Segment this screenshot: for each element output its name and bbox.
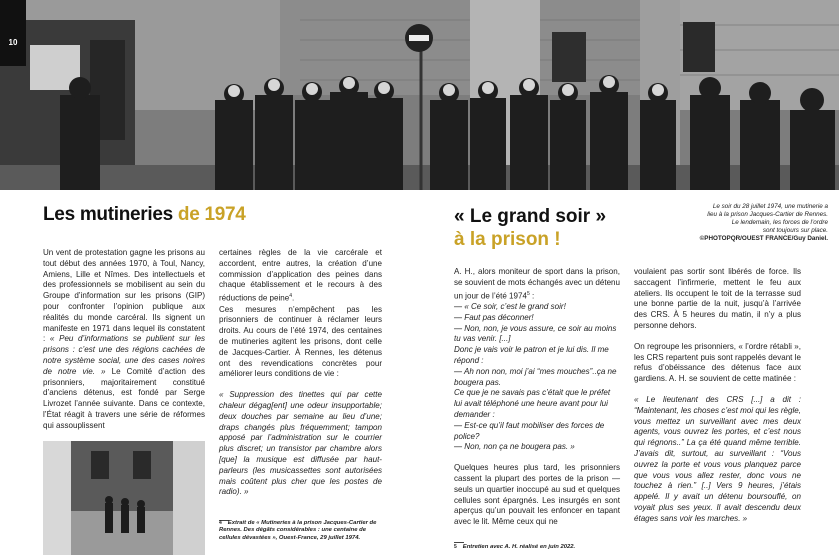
left-col1-text-b: Le Comité d’action des prisonniers, majoritairement constitué d’anciens détenus, est fondé par Serge Livrozet l’année suivante. Dans ce contexte, l’État réagit à travers une série de réformes qui assouplissent [43, 366, 205, 430]
dialogue-line: — Est-ce qu’il faut mobiliser des forces de police? [454, 420, 605, 441]
right-col4-paragraph-1: voulaient pas sortir sont libérés de force. Ils saccagent l’infirmerie, mettent le feu aux ateliers. Ils occupent le toit de la terrasse sud une bonne partie de la nuit, jusqu’à l’arrivée des CRS. À 5 heures du matin, il n’y a plus personne dehors. [634, 267, 801, 330]
photo-credit: ©PHOTOPQR/OUEST FRANCE/Guy Daniel. [699, 235, 828, 242]
footnote-5 [454, 544, 620, 551]
photo-caption [640, 203, 828, 243]
dialogue-line: Ce que je ne savais pas c’était que le préfet lui avait téléphoné une heure avant pour lui demander : [454, 388, 611, 420]
dialogue-line: — « Ce soir, c’est le grand soir! [454, 302, 566, 312]
right-title-line-1: « Le grand soir » [454, 206, 607, 227]
right-col3-intro-end: : [529, 291, 535, 301]
footnote-4 [219, 520, 382, 542]
prison-courtyard-scene [43, 441, 205, 555]
left-article-title [43, 204, 246, 226]
caption-line: lieu à la prison Jacques-Cartier de Rennes. [707, 211, 828, 218]
left-col2-paragraph-1 [219, 248, 382, 305]
dialogue-line: — Faut pas déconner! [454, 312, 534, 322]
footnote-number: 4 [219, 520, 222, 526]
left-col2-text-1-end: . [292, 293, 295, 303]
footnote-rule [454, 542, 464, 543]
page-number: 10 [8, 38, 18, 47]
right-col3-intro-text: A. H., alors moniteur de sport dans la prison, se souvient de mots échangés avec un détenu un jour de l’été 1974 [454, 267, 620, 301]
right-column-1 [454, 267, 620, 528]
right-article-title [454, 205, 606, 251]
left-col1-paragraph [43, 248, 205, 432]
footnote-ref-4: 4 [289, 293, 293, 300]
left-title-accent: de 1974 [177, 204, 246, 225]
crs-quote: « Le lieutenant des CRS [...] a dit : “Maintenant, les choses c’est moi qui les règle, vous mettez un surveillant avec mes deux agents, vous ouvrez les portes, et c’est nous qui régnons..” La ça été quand même terrible. J’avais dit, surtout, au surveillant : “Vous ouvrez la porte et vous vous planquez parce que vous vous allez rester, donc vous ne touchez à rien.” [..] Vers 9 heures, j’étais appelé. Il y avait un détenu boursouflé, on voyait plus ses yeux. Il avait descendu deux étages sans voir les marches. » [634, 394, 801, 523]
footnote-number: 5 [454, 544, 457, 550]
top-photograph [0, 0, 839, 190]
left-title-main: Les mutineries [43, 204, 173, 225]
dialogue-line: — Non, non, je vous assure, ce soir au moins tu vas venir. [...] [454, 323, 617, 344]
right-title-line-2: à la prison ! [454, 229, 561, 250]
left-column-1 [43, 248, 205, 432]
footnote-text: Extrait de « Mutineries à la prison Jacques-Cartier de Rennes. Des dégâts considérables : une centaine de cellules dévastées », Ouest-France, 29 juillet 1974. [219, 520, 377, 541]
dialogue-quote [454, 302, 620, 453]
footnote-ref-5: 5 [526, 290, 530, 297]
right-column-2 [634, 267, 801, 525]
page-number-tab [0, 0, 26, 66]
footnote-text: Entretien avec A. H. réalisé en juin 2022. [462, 544, 576, 550]
left-col2-paragraph-2: Ces mesures n’empêchent pas les prisonniers de continuer à réclamer leurs droits. Au cours de l’été 1974, des centaines de mutineries agitent les prisons, dont celle de Jacques-Cartier. À Rennes, les détenus ont des revendications concrètes pour améliorer leurs conditions de vie : [219, 304, 382, 379]
right-col3-paragraph-2: Quelques heures plus tard, les prisonniers cassent la plupart des portes de la prison — seuls un quartier inoccupé au sud et quelques cellules sont épargnés. Les insurgés en sont aperçus qu’un pouvait les enfoncer en tapant avec le lit. Même ceux qui ne [454, 463, 620, 527]
right-col3-intro [454, 267, 620, 302]
riot-police-scene [0, 0, 839, 190]
demands-quote: « Suppression des tinettes qui par cette chaleur dégag[ent] une odeur insupportable; deux douches par semaine au lieu d’une; draps changés plus fréquemment; tampon apposé par l’administration sur le courrier plus discret; un transistor par chambre alors [que] la musique est diffusée par haut-parleurs (les musicassettes sont autorisées mais coûtent plus cher que les postes de radio). » [219, 390, 382, 497]
right-col4-paragraph-2: On regroupe les prisonniers, « l’ordre rétabli », les CRS repartent puis sont rappelés devant le refus d’obéissance des détenus face aux gardiens. A. H. se souvient de cette matinée : [634, 341, 801, 384]
dialogue-line: — Ah non non, moi j’ai “mes mouches”..ça ne bougera pas. [454, 366, 617, 387]
caption-line: Le soir du 28 juillet 1974, une mutinerie a [712, 203, 828, 210]
left-column-2 [219, 248, 382, 498]
manifesto-quote: « Peu d’informations se publient sur les prisons : c’est une des régions cachées de notre système social, une des cases noires de notre vie. » [43, 334, 205, 376]
caption-line: Le lendemain, les forces de l’ordre [731, 219, 828, 226]
left-col1-text-a: Un vent de protestation gagne les prisons au tout début des années 1970, à Toul, Nancy, Amiens, Lille et Nîmes. Des intellectuels et des professionnels se mobilisent au sein du Groupe d’information sur les prisons (GIP) pour confronter l’opinion publique aux réalités du monde carcéral. Ils signent un manifeste en 1971 dans lequel ils constatent : [43, 248, 205, 344]
courtyard-photograph [43, 441, 205, 555]
dialogue-line: — Non, non ça ne bougera pas. » [454, 442, 575, 452]
caption-line: sont toujours sur place. [762, 227, 828, 234]
dialogue-line: Donc je vais voir le patron et je lui dis. Il me répond : [454, 345, 609, 366]
left-col2-text-1: certaines règles de la vie carcérale et accordent, entre autres, la création d’une commission d’application des peines dans chaque établissement et le recours à des réductions de peine [219, 248, 382, 303]
